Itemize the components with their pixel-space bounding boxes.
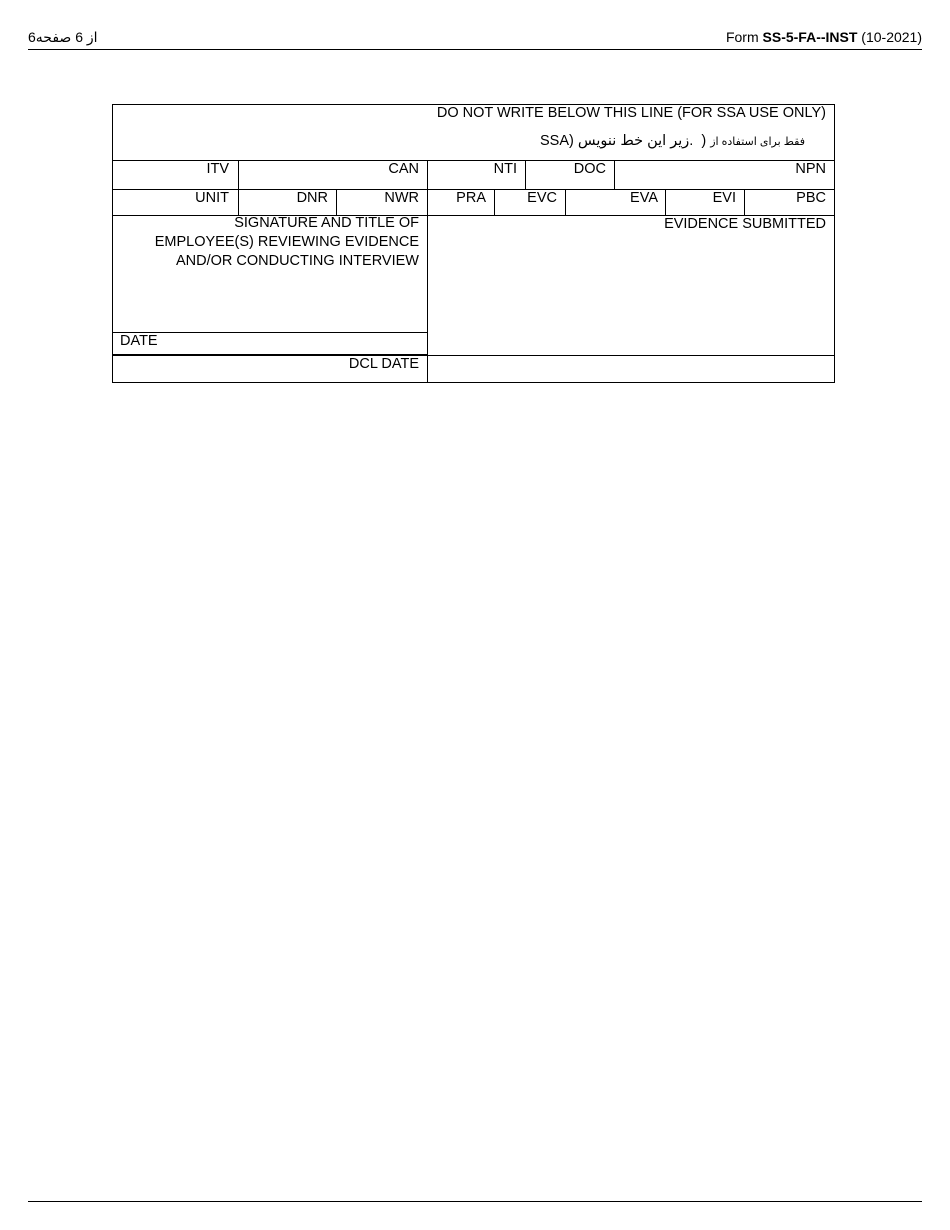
ssa-title-fa <box>540 132 805 152</box>
field-evi: EVI <box>712 190 736 206</box>
field-dnr: DNR <box>296 190 328 206</box>
page-label: صفحه <box>35 29 72 45</box>
field-pbc: PBC <box>796 190 826 206</box>
field-pra: PRA <box>456 190 486 206</box>
ssa-title-fa-ssa: SSA) <box>540 133 574 149</box>
ssa-title-fa-paren: ( <box>701 133 707 149</box>
row1-divider <box>614 160 615 190</box>
row1-divider <box>525 160 526 190</box>
row1-divider <box>238 160 239 190</box>
form-number: SS-5-FA--INST <box>762 29 858 45</box>
dcl-date-label: DCL DATE <box>348 356 419 372</box>
row2-divider <box>494 189 495 216</box>
row2-divider <box>336 189 337 216</box>
page-current: 6 <box>28 29 36 45</box>
box-border-bottom <box>112 382 835 383</box>
form-identifier <box>726 28 922 46</box>
field-unit: UNIT <box>195 190 229 206</box>
footer-divider <box>28 1201 922 1202</box>
row2-divider <box>238 189 239 216</box>
field-evc: EVC <box>527 190 557 206</box>
page-of: از <box>86 29 98 45</box>
evidence-label: EVIDENCE SUBMITTED <box>664 216 826 232</box>
page-number <box>28 28 98 46</box>
date-label: DATE <box>120 333 158 349</box>
dcl-top-rule <box>112 355 835 356</box>
box-border-right <box>834 104 835 383</box>
page-total: 6 <box>75 29 83 45</box>
ssa-title-fa-main: .زیر این خط ننویس <box>577 133 694 149</box>
form-date: (10-2021) <box>861 29 922 45</box>
date-top-rule <box>112 332 428 333</box>
box-border-left <box>112 104 113 383</box>
field-itv: ITV <box>206 161 229 177</box>
center-divider <box>427 160 428 383</box>
field-nti: NTI <box>493 161 517 177</box>
field-doc: DOC <box>573 161 606 177</box>
row2-divider <box>665 189 666 216</box>
field-npn: NPN <box>795 161 826 177</box>
ssa-title-en: DO NOT WRITE BELOW THIS LINE (FOR SSA USE ONLY) <box>436 105 826 121</box>
field-eva: EVA <box>630 190 658 206</box>
signature-label: SIGNATURE AND TITLE OF EMPLOYEE(S) REVIEWING EVIDENCE AND/OR CONDUCTING INTERVIEW <box>154 215 419 269</box>
form-prefix: Form <box>725 29 759 45</box>
field-can: CAN <box>388 161 419 177</box>
header-divider <box>28 49 922 50</box>
row2-divider <box>744 189 745 216</box>
ssa-title-fa-small: فقط برای استفاده از <box>710 136 805 148</box>
row2-divider <box>565 189 566 216</box>
ssa-use-only-box <box>112 104 835 383</box>
field-nwr: NWR <box>384 190 419 206</box>
